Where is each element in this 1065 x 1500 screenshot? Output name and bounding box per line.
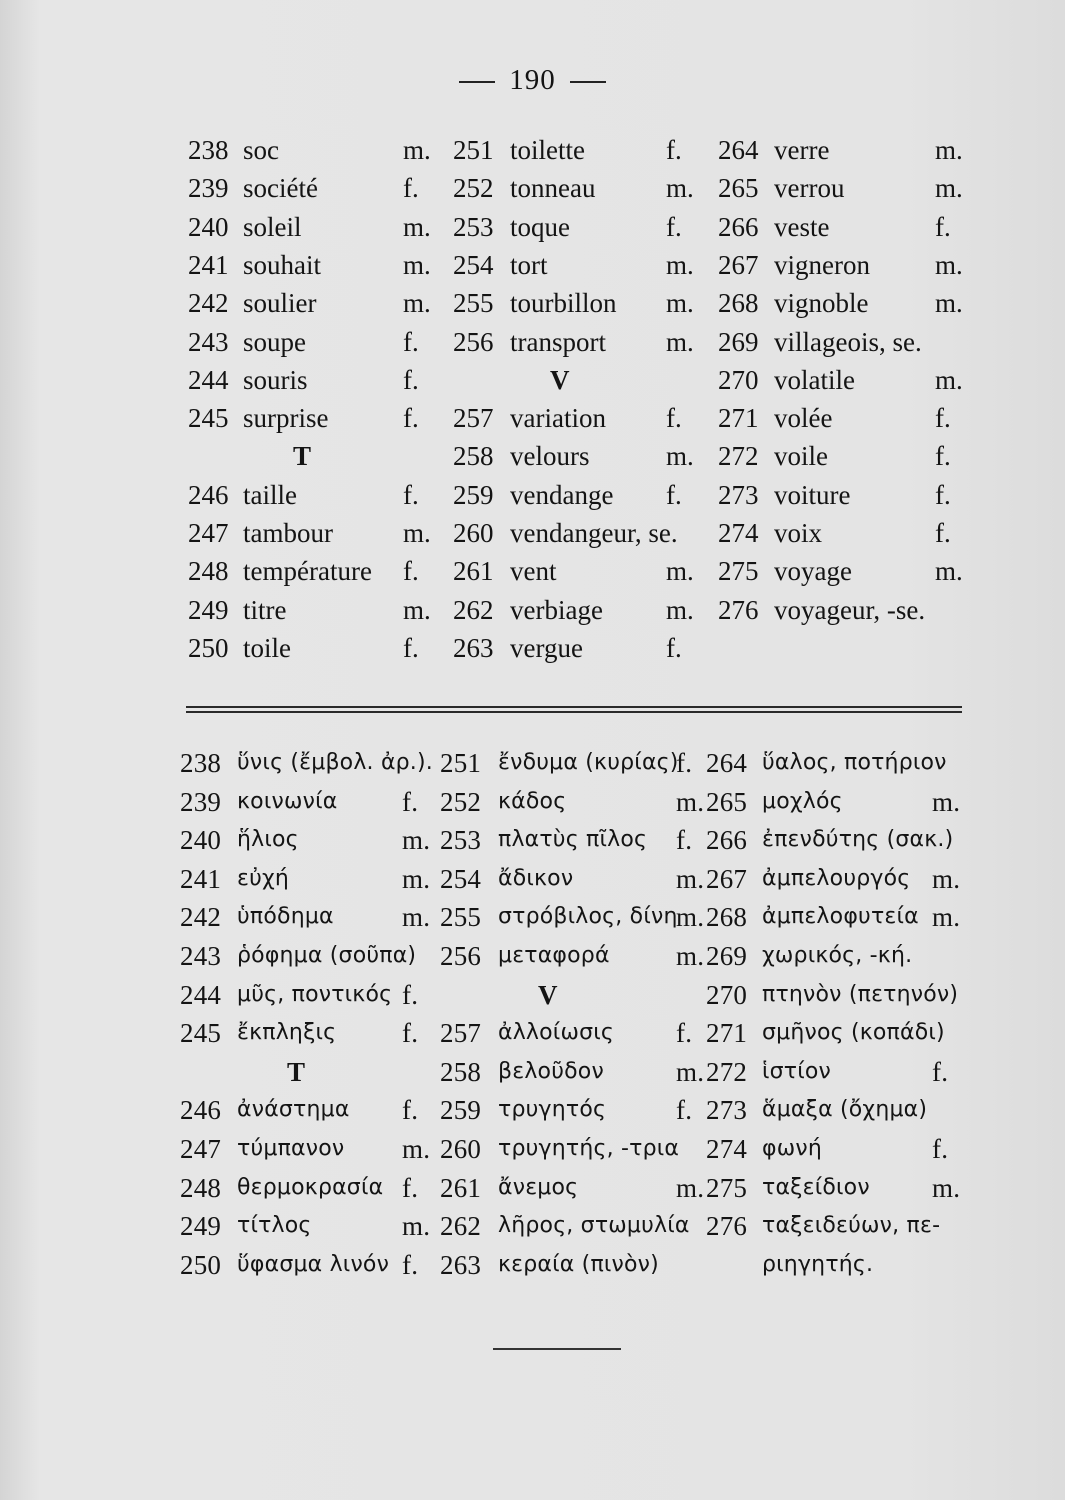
- entry-number: 265: [718, 173, 759, 204]
- entry-word: ὕαλος, ποτήριον: [762, 750, 947, 775]
- entry-word: soleil: [243, 211, 302, 242]
- entry-word: ἀλλοίωσις: [498, 1020, 614, 1046]
- entry-number: 248: [180, 1172, 222, 1203]
- page-number-dash-left: [459, 81, 495, 83]
- entry-number: 263: [440, 1249, 482, 1280]
- entry-number: 242: [180, 902, 222, 933]
- entry-gender: f.: [402, 979, 419, 1010]
- entry-number: 266: [718, 211, 759, 242]
- entry-word: ταξειδεύων, πε-: [762, 1213, 941, 1239]
- entry-gender: f.: [935, 211, 951, 242]
- entry-gender: f.: [666, 479, 682, 510]
- entry-number: 243: [180, 941, 222, 971]
- entry-word: ὑπόδημα: [237, 904, 334, 930]
- entry-gender: f.: [403, 403, 419, 434]
- entry-gender: f.: [402, 1249, 419, 1280]
- entry-number: 255: [440, 902, 482, 933]
- entry-number: 275: [706, 1172, 748, 1203]
- entry-number: 270: [718, 364, 759, 395]
- page-number-dash-right: [570, 81, 606, 83]
- entry-word: voyage: [774, 556, 852, 587]
- entry-gender: m.: [676, 1056, 705, 1087]
- entry-word: volatile: [774, 364, 855, 395]
- entry-word: verre: [774, 135, 830, 165]
- entry-number: 265: [706, 786, 748, 817]
- entry-word: ἄδικον: [498, 865, 574, 891]
- entry-word: tambour: [243, 518, 333, 548]
- entry-gender: m.: [666, 249, 694, 280]
- entry-number: 255: [453, 288, 494, 319]
- entry-word: vignoble: [774, 288, 869, 319]
- entry-gender: f.: [932, 1056, 949, 1087]
- entry-gender: f.: [402, 1172, 419, 1203]
- entry-number: 262: [453, 594, 494, 625]
- entry-gender: m.: [403, 518, 431, 548]
- entry-number: 256: [453, 326, 494, 357]
- page-number: [0, 64, 1065, 97]
- entry-word: τρυγητής, -τρια: [498, 1136, 680, 1161]
- entry-gender: f.: [403, 173, 419, 204]
- entry-word: μοχλός: [762, 788, 843, 814]
- entry-word: βελοῦδον: [498, 1058, 604, 1084]
- entry-gender: f.: [403, 556, 419, 587]
- entry-word: ἥλιος: [237, 827, 299, 853]
- end-rule: [493, 1348, 621, 1350]
- entry-number: 264: [718, 135, 759, 165]
- entry-gender: f.: [935, 518, 951, 548]
- entry-word: τύμπανον: [237, 1136, 345, 1161]
- entry-gender: f.: [676, 825, 693, 856]
- entry-number: 238: [180, 748, 222, 778]
- page-number-text: 190: [509, 64, 556, 96]
- entry-word: tort: [510, 249, 548, 280]
- entry-gender: m.: [402, 1134, 431, 1164]
- entry-gender: f.: [932, 1134, 949, 1164]
- entry-word: toilette: [510, 135, 585, 165]
- entry-number: 249: [188, 594, 229, 625]
- entry-word: ἱστίον: [762, 1058, 832, 1084]
- entry-number: 258: [453, 441, 494, 472]
- entry-number: 252: [453, 173, 494, 204]
- entry-word: μεταφορά: [498, 943, 610, 968]
- entry-word: πτηνὸν (πετηνόν): [762, 981, 959, 1007]
- entry-word: φωνή: [762, 1136, 822, 1161]
- entry-number: 256: [440, 941, 482, 971]
- entry-gender: m.: [403, 211, 431, 242]
- entry-gender: m.: [402, 825, 431, 856]
- entry-number: 276: [718, 594, 759, 625]
- entry-gender: m.: [676, 941, 705, 971]
- entry-gender: m.: [666, 173, 694, 204]
- entry-gender: m.: [935, 556, 963, 587]
- entry-word: πλατὺς πῖλος: [498, 827, 648, 853]
- entry-number: 274: [706, 1134, 748, 1164]
- entry-gender: f.: [935, 479, 951, 510]
- entry-number: 253: [440, 825, 482, 856]
- entry-word: veste: [774, 211, 830, 242]
- entry-gender: f.: [403, 326, 419, 357]
- entry-number: 246: [188, 479, 229, 510]
- entry-word: κοινωνία: [237, 788, 338, 814]
- entry-word: vent: [510, 556, 557, 587]
- entry-gender: m.: [666, 326, 694, 357]
- entry-gender: f.: [676, 1018, 693, 1049]
- entry-word: vigneron: [774, 249, 870, 280]
- entry-number: 253: [453, 211, 494, 242]
- entry-word: volée: [774, 403, 833, 434]
- entry-word: vendangeur, se.: [510, 518, 678, 548]
- entry-word: société: [243, 173, 318, 204]
- entry-number: 240: [188, 211, 229, 242]
- entry-number: 274: [718, 518, 759, 548]
- entry-gender: m.: [935, 364, 963, 395]
- entry-number: 246: [180, 1095, 222, 1126]
- entry-number: 258: [440, 1056, 482, 1087]
- entry-word: toque: [510, 211, 570, 242]
- entry-gender: m.: [676, 902, 705, 933]
- entry-number: 275: [718, 556, 759, 587]
- entry-word: ῥόφημα (σοῦπα): [237, 943, 417, 968]
- entry-number: 243: [188, 326, 229, 357]
- entry-gender: m.: [666, 441, 694, 472]
- entry-number: 242: [188, 288, 229, 319]
- section-divider-top: [186, 706, 962, 708]
- entry-word: ἀμπελουργός: [762, 865, 911, 891]
- entry-word: soupe: [243, 326, 306, 357]
- entry-word: voile: [774, 441, 828, 472]
- entry-number: 273: [706, 1095, 748, 1126]
- entry-word: στρόβιλος, δίνη: [498, 904, 678, 930]
- entry-number: 249: [180, 1211, 222, 1242]
- entry-number: 271: [706, 1018, 748, 1049]
- entry-word: voix: [774, 518, 823, 548]
- entry-word: souhait: [243, 249, 321, 280]
- entry-word: soulier: [243, 288, 317, 319]
- entry-word: ἄνεμος: [498, 1174, 579, 1200]
- entry-gender: m.: [403, 249, 431, 280]
- entry-gender: m.: [932, 1172, 961, 1203]
- entry-gender: m.: [666, 594, 694, 625]
- entry-number: 268: [718, 288, 759, 319]
- entry-number: 260: [440, 1134, 482, 1164]
- entry-gender: f.: [666, 632, 682, 663]
- entry-word: verrou: [774, 173, 845, 204]
- entry-number: 248: [188, 556, 229, 587]
- entry-number: 261: [453, 556, 494, 587]
- entry-gender: m.: [403, 288, 431, 319]
- entry-number: 257: [453, 403, 494, 434]
- entry-gender: f.: [666, 211, 682, 242]
- entry-gender: m.: [403, 594, 431, 625]
- entry-gender: m.: [935, 135, 963, 165]
- entry-word: voyageur, -se.: [774, 594, 926, 625]
- entry-word: ἀμπελοφυτεία: [762, 904, 919, 930]
- entry-word: ἅμαξα (ὄχημα): [762, 1097, 928, 1123]
- entry-number: 257: [440, 1018, 482, 1049]
- entry-word: ἀνάστημα: [237, 1097, 350, 1123]
- entry-gender: m.: [935, 288, 963, 319]
- entry-gender: m.: [932, 863, 961, 894]
- entry-number: 245: [180, 1018, 222, 1049]
- entry-number: 261: [440, 1172, 482, 1203]
- entry-number: 247: [188, 518, 229, 548]
- entry-number: 247: [180, 1134, 222, 1164]
- entry-gender: f.: [402, 786, 419, 817]
- entry-word: τίτλος: [237, 1213, 312, 1239]
- entry-number: 241: [188, 249, 229, 280]
- entry-word: voiture: [774, 479, 851, 510]
- entry-number: 241: [180, 863, 222, 894]
- entry-gender: f.: [935, 403, 951, 434]
- entry-number: 268: [706, 902, 748, 933]
- entry-gender: f.: [403, 364, 419, 395]
- entry-number: 254: [453, 249, 494, 280]
- entry-gender: f.: [403, 632, 419, 663]
- entry-word: λῆρος, στωμυλία: [498, 1213, 690, 1239]
- section-letter: V: [538, 979, 558, 1010]
- entry-gender: m.: [666, 556, 694, 587]
- entry-number: 245: [188, 403, 229, 434]
- entry-number: 262: [440, 1211, 482, 1242]
- entry-word: surprise: [243, 403, 329, 434]
- entry-number: 251: [453, 135, 494, 165]
- entry-number: 269: [706, 941, 748, 971]
- entry-word: ἔκπληξις: [237, 1020, 337, 1046]
- entry-word: titre: [243, 594, 287, 625]
- entry-number: 267: [718, 249, 759, 280]
- entry-gender: f.: [402, 1095, 419, 1126]
- entry-gender: m.: [676, 786, 705, 817]
- entry-gender: f.: [676, 1095, 693, 1126]
- entry-word: transport: [510, 326, 606, 357]
- entry-word: toile: [243, 632, 291, 663]
- entry-word: ἐπενδύτης (σακ.): [762, 827, 954, 853]
- entry-number: 272: [718, 441, 759, 472]
- entry-word: κεραία (πινὸν): [498, 1251, 659, 1277]
- entry-word: εὐχή: [237, 865, 290, 891]
- entry-gender: m.: [666, 288, 694, 319]
- entry-word: vergue: [510, 632, 583, 663]
- entry-word: ὕνις (ἔμβολ. ἀρ.).: [237, 750, 433, 775]
- entry-gender: f.: [402, 1018, 419, 1049]
- entry-number: 244: [188, 364, 229, 395]
- entry-number: 269: [718, 326, 759, 357]
- entry-word: ὕφασμα λινόν: [237, 1251, 390, 1277]
- entry-word: vendange: [510, 479, 614, 510]
- entry-number: 272: [706, 1056, 748, 1087]
- entry-number: 264: [706, 748, 748, 778]
- entry-word: μῦς, ποντικός: [237, 981, 393, 1007]
- entry-number: 260: [453, 518, 494, 548]
- entry-word: tourbillon: [510, 288, 617, 319]
- entry-gender: m.: [676, 1172, 705, 1203]
- entry-number: 239: [188, 173, 229, 204]
- entry-gender: f.: [666, 135, 682, 165]
- entry-word: verbiage: [510, 594, 603, 625]
- entry-number: 250: [180, 1249, 222, 1280]
- entry-number: 240: [180, 825, 222, 856]
- entry-gender: m.: [932, 902, 961, 933]
- entry-gender: f.: [666, 403, 682, 434]
- entry-gender: m.: [402, 1211, 431, 1242]
- entry-word: villageois, se.: [774, 326, 922, 357]
- entry-gender: m.: [402, 863, 431, 894]
- entry-word: variation: [510, 403, 606, 434]
- entry-word: velours: [510, 441, 590, 472]
- entry-word: ριηγητής.: [762, 1251, 874, 1277]
- section-letter: T: [287, 1056, 306, 1087]
- entry-gender: m.: [676, 863, 705, 894]
- entry-number: 266: [706, 825, 748, 856]
- entry-number: 270: [706, 979, 748, 1010]
- entry-word: σμῆνος (κοπάδι): [762, 1020, 945, 1046]
- entry-gender: m.: [403, 135, 431, 165]
- entry-number: 239: [180, 786, 222, 817]
- entry-word: taille: [243, 479, 297, 510]
- entry-gender: f.: [676, 748, 693, 778]
- entry-number: 254: [440, 863, 482, 894]
- entry-number: 267: [706, 863, 748, 894]
- entry-word: tonneau: [510, 173, 596, 204]
- entry-word: température: [243, 556, 372, 587]
- entry-word: souris: [243, 364, 308, 395]
- entry-word: κάδος: [498, 788, 567, 814]
- entry-number: 244: [180, 979, 222, 1010]
- entry-word: ταξείδιον: [762, 1174, 870, 1200]
- entry-word: τρυγητός: [498, 1097, 607, 1123]
- entry-number: 276: [706, 1211, 748, 1242]
- entry-gender: f.: [935, 441, 951, 472]
- entry-number: 259: [453, 479, 494, 510]
- entry-word: soc: [243, 135, 279, 165]
- entry-number: 273: [718, 479, 759, 510]
- entry-number: 252: [440, 786, 482, 817]
- entry-gender: m.: [402, 902, 431, 933]
- entry-gender: m.: [935, 249, 963, 280]
- entry-gender: m.: [935, 173, 963, 204]
- entry-gender: m.: [932, 786, 961, 817]
- section-divider-bottom: [186, 711, 962, 713]
- entry-word: θερμοκρασία: [237, 1174, 384, 1200]
- entry-word: ἔνδυμα (κυρίας): [498, 750, 679, 775]
- entry-number: 238: [188, 135, 229, 165]
- section-letter: V: [550, 364, 570, 395]
- entry-number: 250: [188, 632, 229, 663]
- entry-number: 263: [453, 632, 494, 663]
- entry-number: 259: [440, 1095, 482, 1126]
- entry-number: 271: [718, 403, 759, 434]
- section-letter: T: [293, 441, 312, 472]
- entry-gender: f.: [403, 479, 419, 510]
- entry-word: χωρικός, -κή.: [762, 943, 913, 968]
- entry-number: 251: [440, 748, 482, 778]
